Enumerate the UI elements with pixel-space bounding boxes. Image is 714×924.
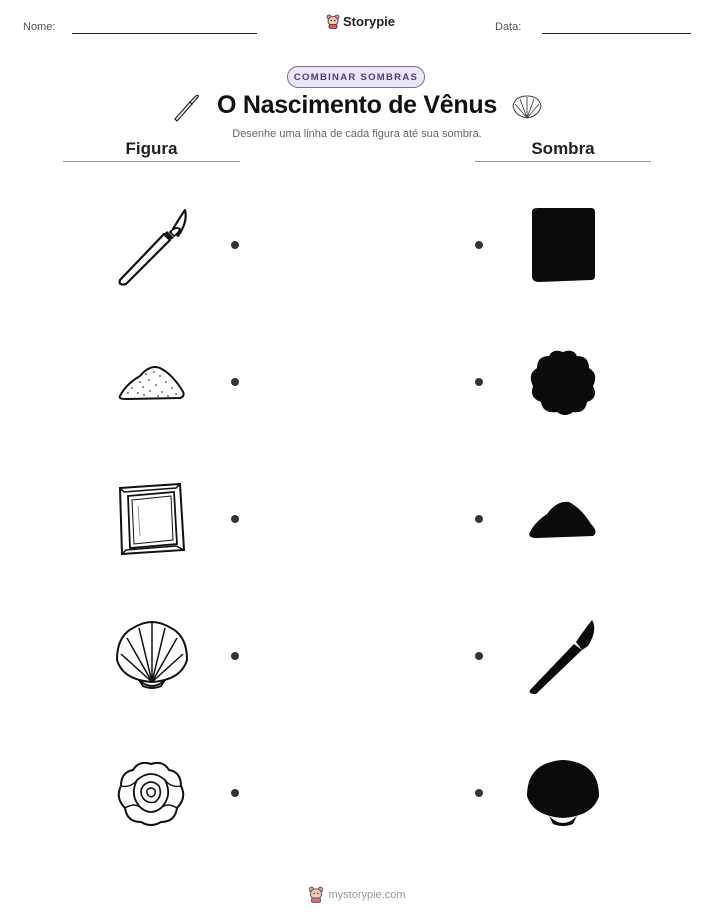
figure-dot-5[interactable]	[231, 789, 239, 797]
figure-dot-2[interactable]	[231, 378, 239, 386]
sand-pile-shadow	[527, 496, 599, 540]
book-shadow	[527, 206, 599, 284]
bear-mascot-icon	[326, 14, 340, 29]
paintbrush-shadow	[526, 616, 600, 694]
bear-mascot-icon	[308, 886, 324, 903]
shadow-dot-3[interactable]	[475, 515, 483, 523]
flower-shadow	[527, 348, 599, 416]
shadow-dot-4[interactable]	[475, 652, 483, 660]
column-header-figura: Figura	[125, 139, 178, 158]
shadow-dot-5[interactable]	[475, 789, 483, 797]
scallop-shell-shadow	[525, 758, 601, 830]
instructions: Desenhe uma linha de cada figura até sua sombra.	[232, 128, 482, 140]
name-field-line[interactable]	[72, 33, 257, 34]
footer-url[interactable]: mystorypie.com	[328, 888, 406, 901]
column-header-sombra: Sombra	[531, 139, 595, 158]
date-label: Data:	[495, 21, 522, 33]
page-title: O Nascimento de Vênus	[217, 91, 497, 119]
scallop-shell-icon	[113, 620, 191, 692]
date-field-line[interactable]	[542, 33, 691, 34]
brand-logo	[326, 14, 395, 29]
figure-dot-4[interactable]	[231, 652, 239, 660]
column-rule-left	[63, 161, 240, 162]
title-shell-icon	[511, 94, 543, 120]
mirror-frame-icon	[114, 480, 188, 558]
figure-dot-3[interactable]	[231, 515, 239, 523]
footer	[0, 886, 714, 903]
brand-name: Storypie	[343, 14, 396, 29]
name-label: Nome:	[23, 21, 56, 33]
paintbrush-icon	[112, 204, 192, 286]
figure-dot-1[interactable]	[231, 241, 239, 249]
sand-pile-icon	[116, 358, 188, 402]
column-rule-right	[475, 161, 651, 162]
activity-badge: COMBINAR SOMBRAS	[287, 66, 425, 88]
rose-icon	[115, 758, 187, 828]
shadow-dot-2[interactable]	[475, 378, 483, 386]
shadow-dot-1[interactable]	[475, 241, 483, 249]
